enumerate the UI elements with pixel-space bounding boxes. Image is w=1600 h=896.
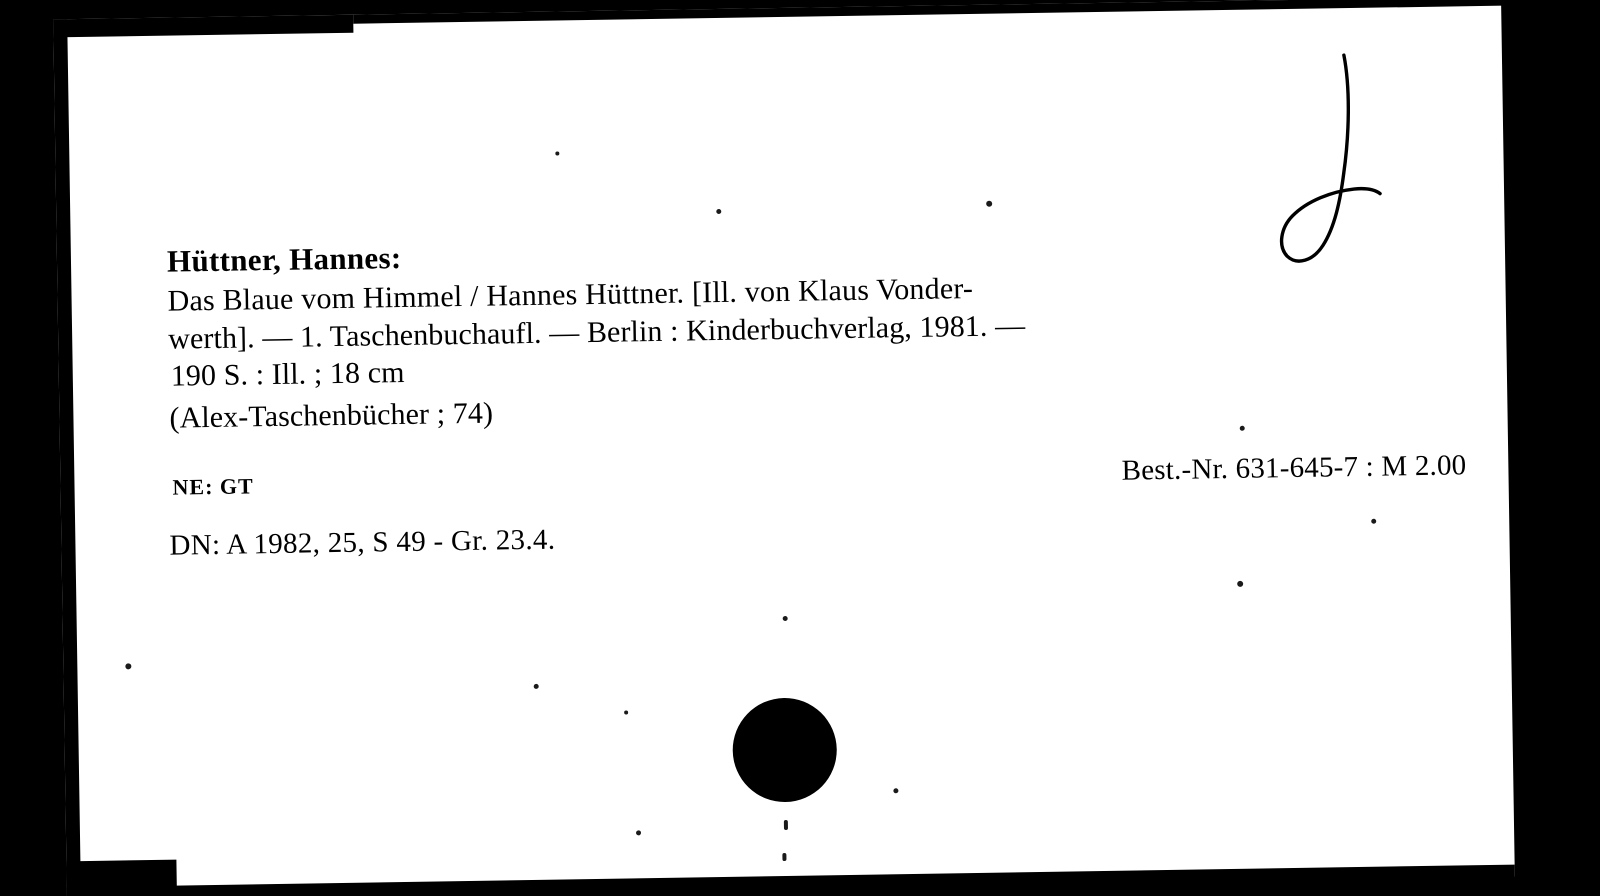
black-punch-dot [732, 697, 838, 803]
scan-speck [1371, 519, 1376, 524]
series-statement: (Alex-Taschenbücher ; 74) [169, 396, 494, 435]
author-heading: Hüttner, Hannes: [166, 239, 402, 279]
dn-line: DN: A 1982, 25, S 49 - Gr. 23.4. [169, 523, 556, 562]
scan-speck [1237, 581, 1243, 587]
scan-edge-left [53, 19, 81, 896]
title-statement: Das Blaue vom Himmel / Hannes Hüttner. [Ill. von Klaus Vonder- [167, 271, 974, 318]
scan-speck [624, 710, 628, 714]
scan-speck [782, 853, 786, 861]
scan-speck [555, 151, 559, 155]
scan-edge-top-left [53, 15, 353, 38]
catalogue-card [53, 0, 1515, 896]
scan-speck [125, 663, 131, 669]
scan-speck [784, 820, 788, 830]
scan-edge-bottom [67, 865, 1515, 896]
scan-speck [783, 616, 788, 621]
scan-speck [986, 201, 992, 207]
bibliographic-record [167, 222, 1470, 437]
scan-edge-top-strip [353, 0, 1503, 24]
scan-speck [893, 788, 898, 793]
scan-speck [716, 209, 721, 214]
scan-speck [534, 684, 539, 689]
notes-row [172, 449, 1472, 502]
tracing-note: NE: GT [172, 473, 254, 500]
scan-speck [636, 830, 641, 835]
scan-speck [1240, 426, 1245, 431]
edition-statement: werth]. — 1. Taschenbuchaufl. — Berlin : Kinderbuchverlag, 1981. — [167, 308, 1026, 356]
order-number: Best.-Nr. 631-645-7 : M 2.00 [1121, 449, 1467, 487]
physical-description: 190 S. : Ill. ; 18 cm [170, 356, 405, 394]
